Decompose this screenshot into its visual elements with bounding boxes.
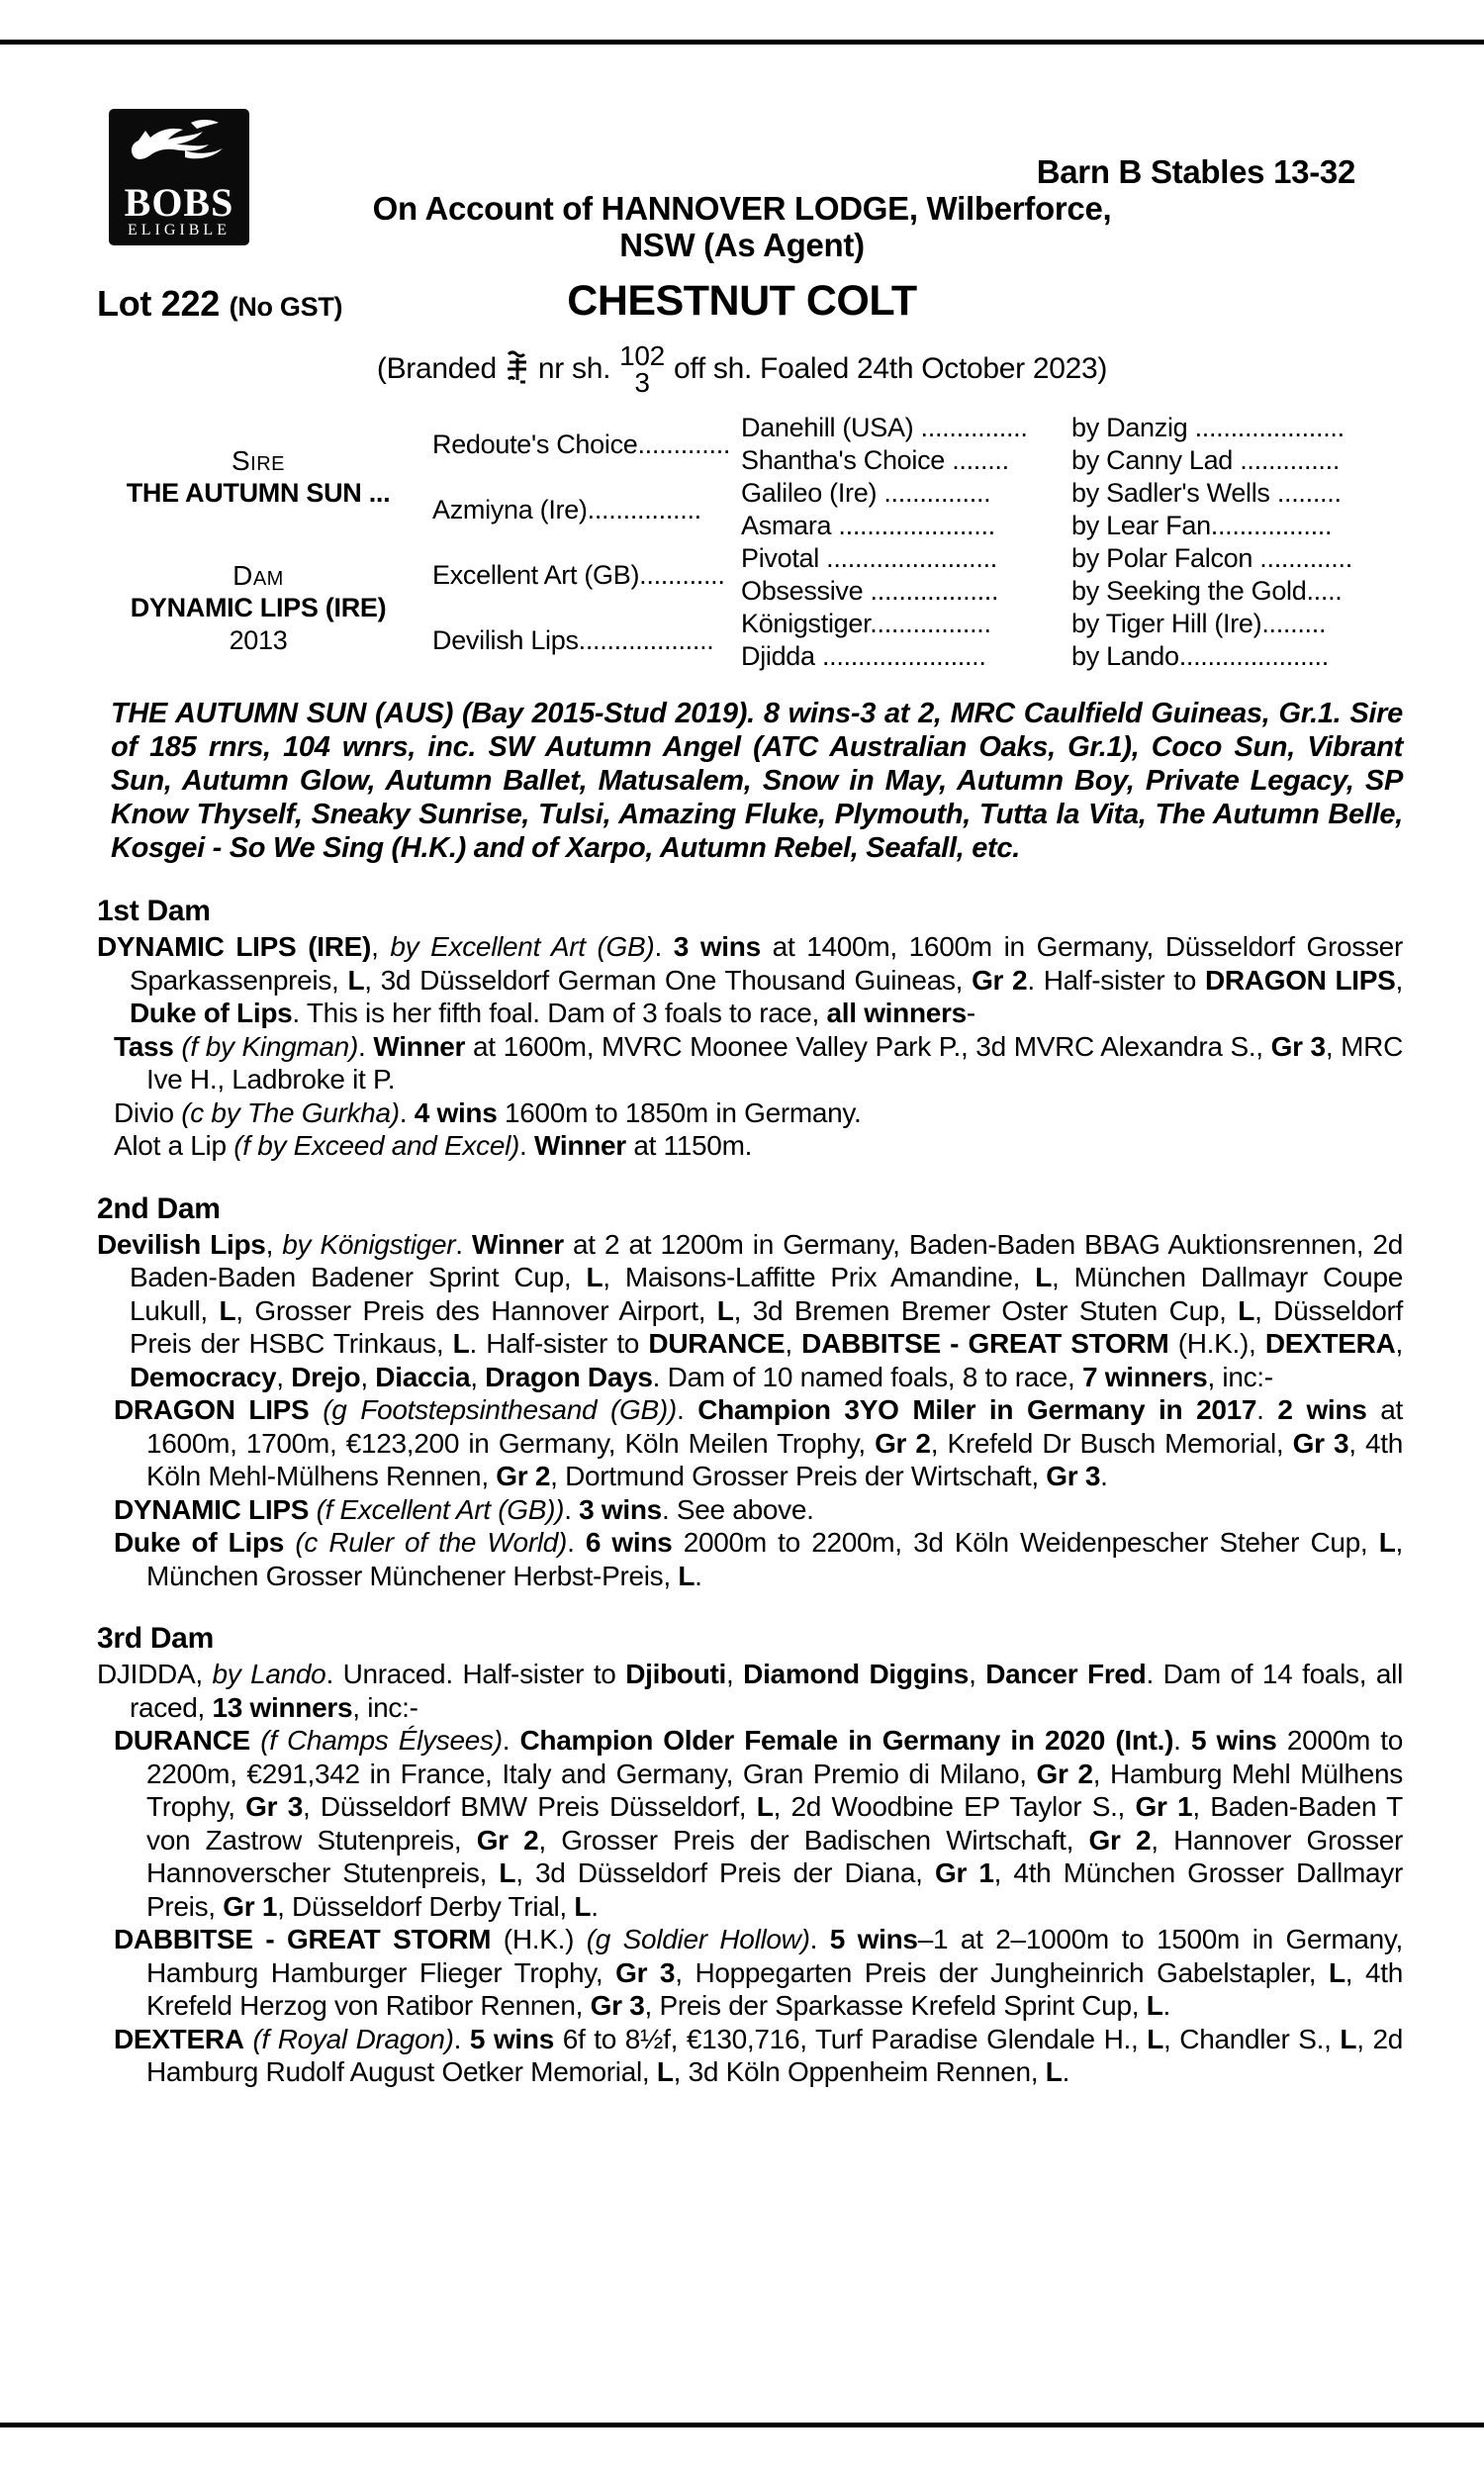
bottom-border-line: [0, 2423, 1484, 2427]
pedigree-subject-column: [84, 412, 432, 673]
lot-label: Lot 222: [97, 283, 220, 324]
sire-summary-paragraph: THE AUTUMN SUN (AUS) (Bay 2015-Stud 2019). 8 wins-3 at 2, MRC Caulfield Guineas, Gr.1. Sire of 185 rnrs, 104 wnrs, inc. SW Autumn Angel (ATC Australian Oaks, Gr.1), Coco Sun, Vibrant Sun, Autumn Glow, Autumn Ballet, Matusalem, Snow in May, Autumn Boy, Private Legacy, SP Know Thyself, Sneaky Sunrise, Tulsi, Amazing Fluke, Plymouth, Tutta la Vita, The Autumn Belle, Kosgei - So We Sing (H.K.) and of Xarpo, Autumn Rebel, Seafall, etc.: [111, 698, 1403, 864]
branded-line: [0, 333, 1484, 406]
brand-number: [619, 342, 665, 396]
vendor-line-1: On Account of HANNOVER LODGE, Wilberforce,: [372, 190, 1112, 227]
pedigree-row: [741, 608, 1403, 640]
dam-sections: [97, 895, 1403, 2089]
sire-label: Sire: [231, 445, 285, 476]
dam-label: Dam: [232, 559, 284, 591]
pedigree-grandparents-column: [741, 412, 1403, 673]
pedigree-row: [741, 542, 1403, 575]
grandparent-name: Königstiger.................: [741, 609, 991, 638]
lot-number: [97, 283, 342, 325]
dam-group: [84, 542, 432, 673]
section-heading-1st-dam: 1st Dam: [97, 895, 211, 927]
progeny-paragraph: Divio (c by The Gurkha). 4 wins 1600m to 1850m in Germany.: [114, 1096, 862, 1128]
great-grandsire: by Lear Fan.................: [1071, 511, 1333, 540]
branded-prefix: (Branded: [376, 352, 497, 385]
vendor-line-2: NSW (As Agent): [619, 227, 865, 263]
grandparent-name: Galileo (Ire) ...............: [741, 478, 991, 508]
barn-number: Barn B Stables 13-32: [1036, 153, 1355, 190]
brand-number-top: 102: [619, 340, 665, 371]
page-header: [0, 109, 1484, 263]
grandparent-name: Pivotal ........................: [741, 543, 997, 573]
progeny-paragraph: Tass (f by Kingman). Winner at 1600m, MVRC Moonee Valley Park P., 3d MVRC Alexandra S., Gr 3, MRC Ive H., Ladbroke it P.: [114, 1030, 1403, 1094]
sire-name: THE AUTUMN SUN ...: [126, 478, 391, 508]
progeny-paragraph: DURANCE (f Champs Élysees). Champion Older Female in Germany in 2020 (Int.). 5 wins 2000m to 2200m, €291,342 in France, Italy and Germany, Gran Premio di Milano, Gr 2, Hamburg Mehl Mülhens Trophy, Gr 3, Düsseldorf BMW Preis Düsseldorf, L, 2d Woodbine EP Taylor S., Gr 1, Baden-Baden T von Zastrow Stutenpreis, Gr 2, Grosser Preis der Badischen Wirtschaft, Gr 2, Hannover Grosser Hannoverscher Stutenpreis, L, 3d Düsseldorf Preis der Diana, Gr 1, 4th München Grosser Dallmayr Preis, Gr 1, Düsseldorf Derby Trial, L.: [114, 1725, 1404, 1922]
great-grandsire: by Polar Falcon .............: [1071, 543, 1352, 573]
great-grandsire: by Canny Lad ..............: [1071, 445, 1341, 475]
brand-mark-icon: [506, 349, 529, 389]
pedigree-row: [741, 444, 1403, 477]
section-heading-2nd-dam: 2nd Dam: [97, 1191, 221, 1225]
pedigree-row: [741, 477, 1403, 510]
progeny-paragraph: DEXTERA (f Royal Dragon). 5 wins 6f to 8½f, €130,716, Turf Paradise Glendale H., L, Chandler S., L, 2d Hamburg Rudolf August Oetker Memorial, L, 3d Köln Oppenheim Rennen, L.: [114, 2023, 1403, 2087]
great-grandsire: by Lando.....................: [1071, 641, 1329, 671]
lot-title-row: [0, 277, 1484, 329]
top-border-line: [0, 40, 1484, 45]
logo-text-eligible: ELIGIBLE: [128, 222, 231, 238]
brand-number-bottom: 3: [634, 367, 650, 398]
pedigree-row: [741, 412, 1403, 444]
bobs-logo: [109, 109, 249, 245]
great-grandsire: by Danzig .....................: [1071, 413, 1345, 442]
progeny-paragraph: Duke of Lips (c Ruler of the World). 6 wins 2000m to 2200m, 3d Köln Weidenpescher Steher Cup, L, München Grosser Münchener Herbst-Preis, L.: [114, 1527, 1403, 1591]
sire-group: [84, 412, 432, 542]
gst-note: (No GST): [229, 292, 343, 322]
dam-entry-paragraph: DYNAMIC LIPS (IRE), by Excellent Art (GB). 3 wins at 1400m, 1600m in Germany, Düsseldorf Grosser Sparkassenpreis, L, 3d Düsseldorf German One Thousand Guineas, Gr 2. Half-sister to DRAGON LIPS, Duke of Lips. This is her fifth foal. Dam of 3 foals to race, all winners-: [97, 931, 1404, 1028]
grandparent-name: Shantha's Choice ........: [741, 445, 1009, 475]
grandparent-name: Obsessive ..................: [741, 576, 999, 606]
progeny-paragraph: Alot a Lip (f by Exceed and Excel). Winner at 1150m.: [114, 1130, 753, 1161]
parent-name: Redoute's Choice.............: [432, 428, 731, 459]
horse-head-icon: [120, 117, 238, 178]
great-grandsire: by Sadler's Wells .........: [1071, 478, 1342, 508]
pedigree-row: [741, 640, 1403, 673]
parent-name: Devilish Lips...................: [432, 624, 714, 655]
logo-text-bobs: BOBS: [124, 180, 234, 225]
horse-description-title: CHESTNUT COLT: [567, 277, 917, 325]
branded-suffix: off sh. Foaled 24th October 2023): [673, 352, 1108, 385]
dam-entry-paragraph: Devilish Lips, by Königstiger. Winner at 2 at 1200m in Germany, Baden-Baden BBAG Auktionsrennen, 2d Baden-Baden Badener Sprint Cup, L, Maisons-Laffitte Prix Amandine, L, München Dallmayr Coupe Lukull, L, Grosser Preis des Hannover Airport, L, 3d Bremen Bremer Oster Stuten Cup, L, Düsseldorf Preis der HSBC Trinkaus, L. Half-sister to DURANCE, DABBITSE - GREAT STORM (H.K.), DEXTERA, Democracy, Drejo, Diaccia, Dragon Days. Dam of 10 named foals, 8 to race, 7 winners, inc:-: [97, 1228, 1403, 1392]
dam-entry-paragraph: DJIDDA, by Lando. Unraced. Half-sister to Djibouti, Diamond Diggins, Dancer Fred. Dam of 14 foals, all raced, 13 winners, inc:-: [97, 1659, 1403, 1723]
parent-name: Excellent Art (GB)............: [432, 559, 725, 590]
grandparent-name: Djidda .......................: [741, 641, 986, 671]
pedigree-parents-column: [432, 412, 741, 673]
progeny-paragraph: DRAGON LIPS (g Footstepsinthesand (GB)). Champion 3YO Miler in Germany in 2017. 2 wins at 1600m, 1700m, €123,200 in Germany, Köln Meilen Trophy, Gr 2, Krefeld Dr Busch Memorial, Gr 3, 4th Köln Mehl-Mülhens Rennen, Gr 2, Dortmund Grosser Preis der Wirtschaft, Gr 3.: [114, 1394, 1404, 1491]
section-heading-3rd-dam: 3rd Dam: [97, 1622, 214, 1655]
pedigree-row: [741, 510, 1403, 542]
progeny-paragraph: DABBITSE - GREAT STORM (H.K.) (g Soldier Hollow). 5 wins–1 at 2–1000m to 1500m in Germany, Hamburg Hamburger Flieger Trophy, Gr 3, Hoppegarten Preis der Jungheinrich Gabelstapler, L, 4th Krefeld Herzog von Ratibor Rennen, Gr 3, Preis der Sparkasse Krefeld Sprint Cup, L.: [114, 1924, 1404, 2021]
great-grandsire: by Seeking the Gold.....: [1071, 576, 1343, 606]
grandparent-name: Danehill (USA) ...............: [741, 413, 1028, 442]
dam-name: DYNAMIC LIPS (IRE): [130, 592, 387, 622]
pedigree-row: [741, 575, 1403, 608]
dam-year: 2013: [229, 624, 288, 655]
parent-name: Azmiyna (Ire)................: [432, 494, 701, 524]
pedigree-table: [84, 412, 1403, 673]
grandparent-name: Asmara ......................: [741, 511, 995, 540]
great-grandsire: by Tiger Hill (Ire).........: [1071, 609, 1327, 638]
progeny-paragraph: DYNAMIC LIPS (f Excellent Art (GB)). 3 wins. See above.: [114, 1493, 814, 1525]
branded-nr-sh: nr sh.: [537, 352, 611, 385]
